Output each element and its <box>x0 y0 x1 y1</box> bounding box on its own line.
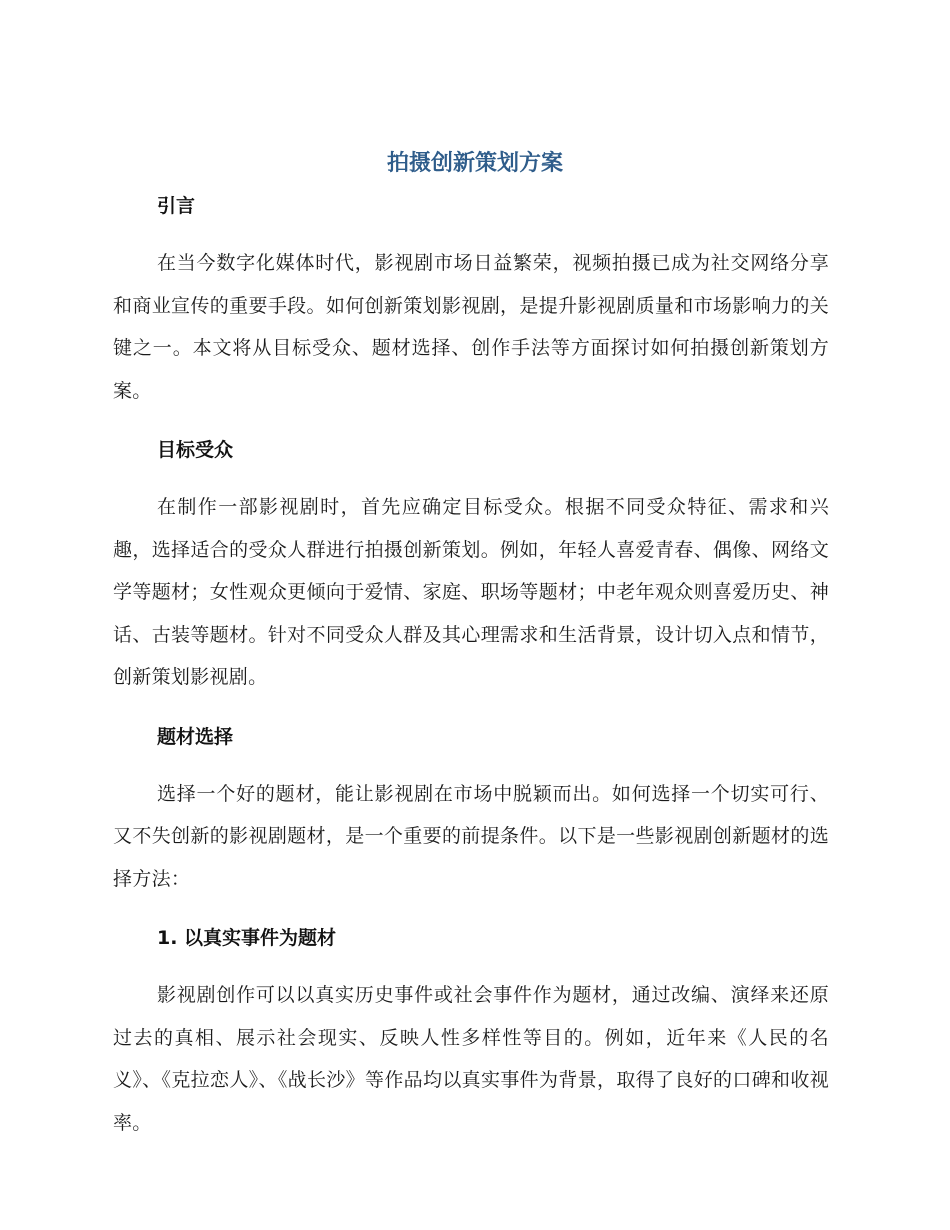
paragraph-real-events: 影视剧创作可以以真实历史事件或社会事件作为题材，通过改编、演绎来还原过去的真相、展示社会现实、反映人性多样性等目的。例如，近年来《人民的名义》、《克拉恋人》、《战长沙》等作品均以真实事件为背景，取得了良好的口碑和收视率。 <box>113 984 829 1134</box>
section-heading-intro: 引言 <box>157 195 196 217</box>
document-title: 拍摄创新策划方案 <box>386 151 563 176</box>
document-body <box>113 188 829 1144</box>
paragraph-subject-selection: 选择一个好的题材，能让影视剧在市场中脱颖而出。如何选择一个切实可行、又不失创新的影视剧题材，是一个重要的前提条件。以下是一些影视剧创新题材的选择方法： <box>113 782 829 890</box>
section-heading-target-audience: 目标受众 <box>157 439 234 461</box>
paragraph-target-audience: 在制作一部影视剧时，首先应确定目标受众。根据不同受众特征、需求和兴趣，选择适合的受众人群进行拍摄创新策划。例如，年轻人喜爱青春、偶像、网络文学等题材；女性观众更倾向于爱情、家庭、职场等题材；中老年观众则喜爱历史、神话、古装等题材。针对不同受众人群及其心理需求和生活背景，设计切入点和情节，创新策划影视剧。 <box>113 496 829 688</box>
paragraph-intro: 在当今数字化媒体时代，影视剧市场日益繁荣，视频拍摄已成为社交网络分享和商业宣传的重要手段。如何创新策划影视剧，是提升影视剧质量和市场影响力的关键之一。本文将从目标受众、题材选择、创作手法等方面探讨如何拍摄创新策划方案。 <box>113 252 829 402</box>
section-heading-subject-selection: 题材选择 <box>157 725 234 748</box>
subsection-heading-real-events: 1. 以真实事件为题材 <box>157 927 337 949</box>
